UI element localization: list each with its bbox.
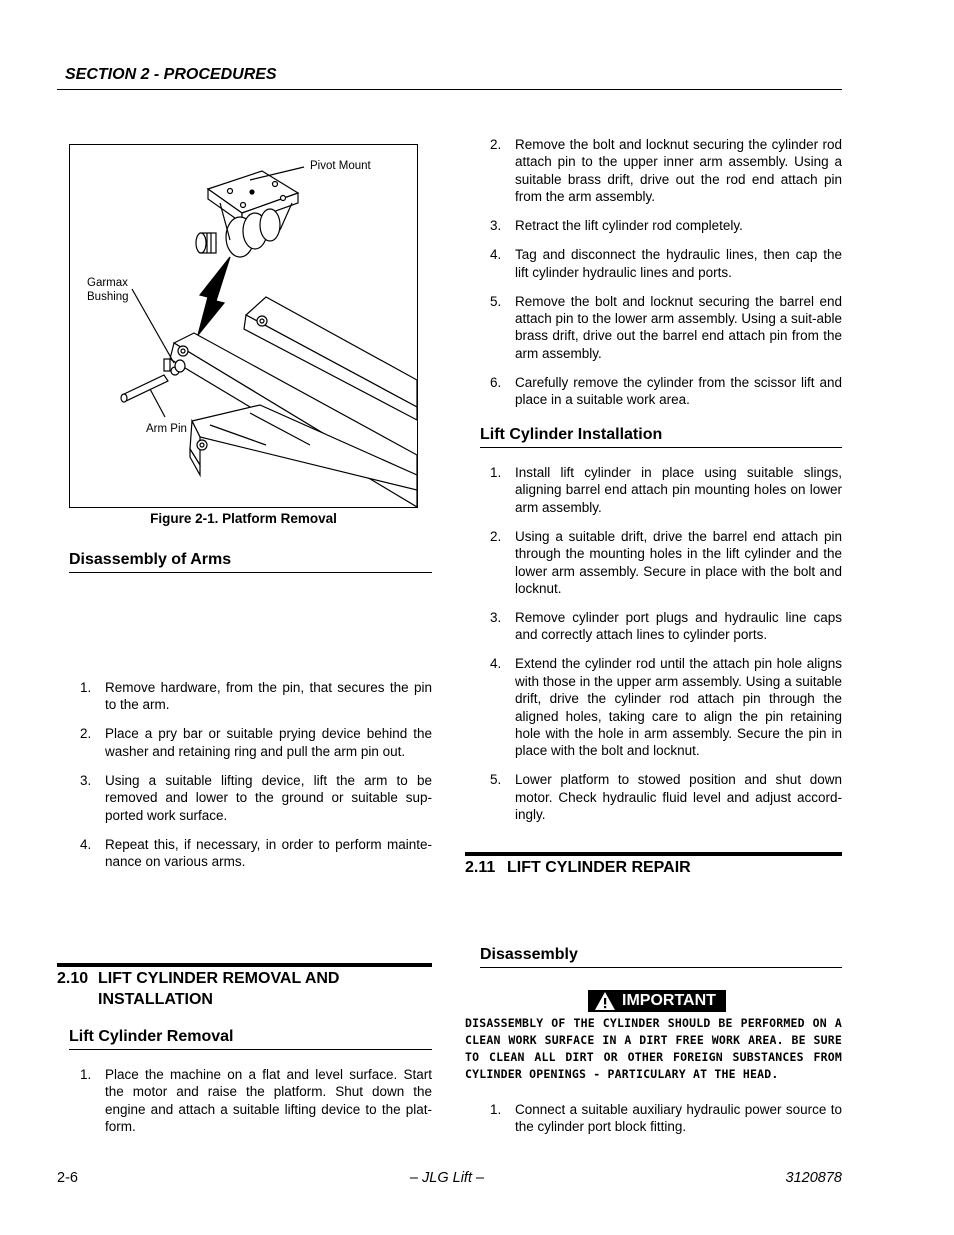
- garmax-label: Garmax: [87, 277, 128, 289]
- disassembly-steps: [480, 1101, 842, 1147]
- list-item: 3. Remove cylinder port plugs and hydraulic line caps and correctly attach lines to cylinder ports.: [490, 610, 842, 643]
- bushing-label: Bushing: [87, 291, 129, 303]
- list-item: 1. Connect a suitable auxiliary hydraulic power source to the cylinder port block fitting.: [490, 1102, 842, 1135]
- subhead-rule: [480, 447, 842, 448]
- disassembly-of-arms-heading: Disassembly of Arms: [69, 551, 232, 568]
- section-2-10-number: 2.10: [57, 970, 89, 987]
- page-number: 2-6: [57, 1170, 78, 1186]
- important-notice: DISASSEMBLY OF THE CYLINDER SHOULD BE PERFORMED ON A CLEAN WORK SURFACE IN A DIRT FREE WORK AREA. BE SURE TO CLEAN ALL DIRT OR OTHER FOREIGN SUBSTANCES FROM CYLINDER OPENINGS - PARTICULARY AT THE HEAD.: [465, 1016, 842, 1081]
- section-rule: [465, 852, 842, 856]
- important-badge: [588, 990, 726, 1012]
- list-item: 3. Retract the lift cylinder rod completely.: [490, 218, 743, 234]
- list-item: 1. Place the machine on a flat and level surface. Start the motor and raise the platform. Shut down the engine and attach a suitable lifting device to the plat-form.: [80, 1067, 432, 1135]
- lift-cylinder-installation-steps: [480, 464, 842, 835]
- section-header: SECTION 2 - PROCEDURES: [65, 66, 277, 83]
- section-2-10-title-line2: INSTALLATION: [98, 991, 213, 1008]
- list-item: 1. Install lift cylinder in place using suitable slings, aligning barrel end attach pin mounting holes on lower arm assembly.: [490, 465, 842, 515]
- disassembly-heading: Disassembly: [480, 946, 578, 963]
- list-item: 3. Using a suitable lifting device, lift the arm to be removed and lower to the ground or suitable sup-ported work surface.: [80, 772, 432, 823]
- pivot-mount-label: Pivot Mount: [310, 160, 371, 172]
- figure-caption: Figure 2-1. Platform Removal: [150, 511, 337, 526]
- platform-removal-figure: [69, 144, 418, 508]
- arm-pin-label: Arm Pin: [146, 423, 187, 435]
- disassembly-of-arms-steps: [70, 679, 432, 882]
- document-number: 3120878: [785, 1170, 842, 1186]
- section-2-11-title: LIFT CYLINDER REPAIR: [507, 859, 691, 876]
- subhead-rule: [69, 1049, 432, 1050]
- list-item: 5. Remove the bolt and locknut securing the barrel end attach pin to the lower arm assembly. Using a suit-able brass drift, drive out the barrel end attach pin from the arm assembly.: [490, 293, 842, 361]
- section-rule: [57, 963, 432, 967]
- footer-center: – JLG Lift –: [409, 1170, 485, 1186]
- list-item: 6. Carefully remove the cylinder from the scissor lift and place in a suitable work area.: [490, 374, 842, 408]
- list-item: 2. Remove the bolt and locknut securing the cylinder rod attach pin to the upper inner arm assembly. Using a suitable brass drift, drive out the rod end attach pin from the arm assembly.: [490, 137, 842, 205]
- lift-cylinder-removal-steps-left: [70, 1066, 432, 1147]
- list-item: 2. Using a suitable drift, drive the barrel end attach pin through the mounting holes in the lift cylinder and the lower arm assembly. Secure in place with the bolt and locknut.: [490, 528, 842, 597]
- header-rule: [57, 89, 842, 90]
- section-2-11-number: 2.11: [465, 859, 496, 876]
- lift-cylinder-installation-heading: Lift Cylinder Installation: [480, 426, 663, 443]
- platform-removal-illustration: [70, 145, 417, 507]
- subhead-rule: [69, 572, 432, 573]
- lift-cylinder-removal-steps-right: [480, 136, 842, 420]
- list-item: 2. Place a pry bar or suitable prying device behind the washer and retaining ring and pull the arm pin out.: [80, 726, 432, 759]
- list-item: 4. Repeat this, if necessary, in order to perform mainte-nance on various arms.: [80, 836, 432, 870]
- lift-cylinder-removal-heading: Lift Cylinder Removal: [69, 1028, 234, 1045]
- subhead-rule: [480, 967, 842, 968]
- section-2-10-title-line1: LIFT CYLINDER REMOVAL AND: [98, 970, 340, 987]
- important-label: IMPORTANT: [622, 992, 716, 1009]
- list-item: 1. Remove hardware, from the pin, that secures the pin to the arm.: [80, 680, 432, 713]
- list-item: 4. Extend the cylinder rod until the attach pin hole aligns with those in the upper arm assembly. Using a suitable drift, drive the cylinder rod attach pin through the aligned holes, taking care to align the pin retaining hole with the hole in arm assembly. Secure the pin in place with the bolt and locknut.: [490, 656, 842, 759]
- list-item: 5. Lower platform to stowed position and shut down motor. Check hydraulic fluid level and adjust accord-ingly.: [490, 772, 842, 823]
- list-item: 4. Tag and disconnect the hydraulic lines, then cap the lift cylinder hydraulic lines and ports.: [490, 247, 842, 280]
- warning-icon: [594, 991, 616, 1011]
